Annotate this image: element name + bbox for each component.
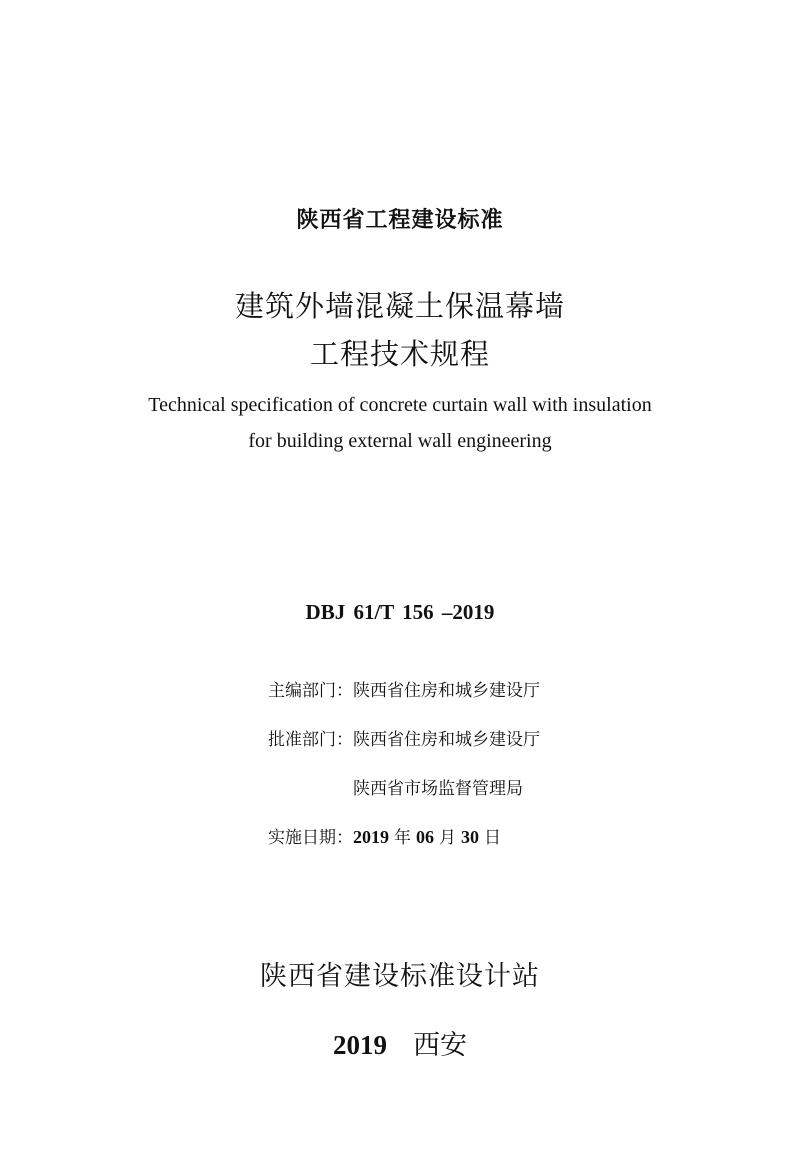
effective-month: 06: [416, 827, 434, 847]
chinese-title-line-2: 工程技术规程: [309, 337, 490, 371]
year-unit: 年: [394, 828, 411, 848]
chinese-title-line-1: 建筑外墙混凝土保温幕墙: [234, 289, 565, 323]
standard-series: 陕西省工程建设标准: [296, 208, 504, 233]
effective-year: 2019: [353, 827, 389, 847]
publication-year: 2019: [333, 1030, 387, 1060]
publication-line: [0, 1023, 800, 1062]
english-title-line-1: Technical specification of concrete curtain wall with insulation: [148, 394, 652, 416]
effective-date-row: [0, 823, 506, 848]
publication-city: 西安: [413, 1030, 467, 1061]
approver-row-2: [0, 774, 523, 799]
effective-day: 30: [461, 827, 479, 847]
editor-row: [0, 676, 540, 701]
effective-date-label: 实施日期：: [268, 828, 353, 848]
editor-label: 主编部门：: [268, 681, 353, 701]
standard-code: DBJ 61/T 156 –2019: [305, 600, 495, 624]
effective-date-value: [353, 823, 506, 848]
editor-value: 陕西省住房和城乡建设厅: [353, 681, 540, 701]
day-unit: 日: [484, 828, 501, 848]
approver-value-1: 陕西省住房和城乡建设厅: [353, 730, 540, 750]
publisher: 陕西省建设标准设计站: [260, 961, 540, 992]
approver-row: [0, 725, 540, 750]
approver-label: 批准部门：: [268, 730, 353, 750]
english-title-line-2: for building external wall engineering: [248, 430, 552, 452]
month-unit: 月: [439, 828, 456, 848]
approver-value-2: 陕西省市场监督管理局: [353, 779, 523, 799]
